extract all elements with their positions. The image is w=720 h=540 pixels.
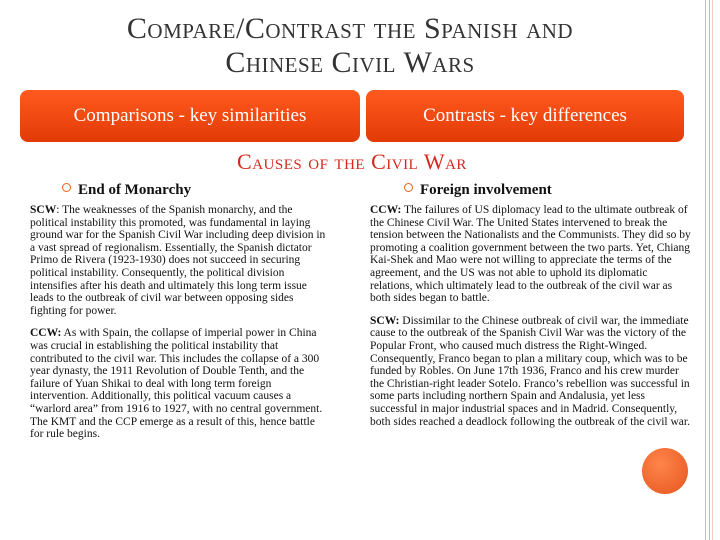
- bullet-end-of-monarchy: [62, 180, 191, 200]
- paragraph-label: SCW: [30, 204, 57, 216]
- bullet-label: Foreign involvement: [420, 182, 552, 198]
- title-line-1: Compare/Contrast the Spanish and: [126, 12, 574, 45]
- paragraph-label: SCW:: [370, 314, 400, 327]
- paragraph-ccw-foreign: [370, 204, 692, 305]
- paragraph-label: CCW:: [30, 327, 62, 340]
- bullet-foreign-involvement: [404, 180, 552, 200]
- paragraph-label: CCW:: [370, 204, 402, 216]
- paragraph-scw-monarchy: [30, 204, 330, 317]
- tab-comparisons-label: Comparisons - key similarities: [73, 105, 307, 126]
- slide-title: [30, 12, 670, 80]
- paragraph-text: : The weaknesses of the Spanish monarchy, and the political instability this promoted, was fundamental in laying ground war for the Spanish Civil War including deep division in a vast spread of regionalism. Essentially, the Spanish dictator Primo de Rivera (1923-1930) does not succeed in securing political instability. Consequently, the political division intensifies after his death and ultimately this long term issue leads to the outbreak of civil war between opposing sides fighting for power.: [30, 204, 326, 317]
- section-heading: Causes of the Civil War: [237, 149, 467, 174]
- bullet-circle-icon: [62, 183, 71, 192]
- tab-contrasts-label: Contrasts - key differences: [423, 105, 627, 126]
- paragraph-text: Dissimilar to the Chinese outbreak of civil war, the immediate cause to the outbreak of the Spanish Civil War was the victory of the Popular Front, who caused much distress the Right-Winged. Consequently, Franco began to plan a military coup, which was to be funded by Robles. On June 17th 1936, Franco and his crew murder the Christian-right leader Sotelo. Franco’s rebellion was successful in some parts including northern Spain and Andalusia, yet less successful in major industrial spaces and in Madrid. Consequently, both sides reached a deadlock following the outbreak of the civil war.: [370, 314, 690, 428]
- paragraph-text: As with Spain, the collapse of imperial power in China was crucial in establishing the political instability that contributed to the civil war. This includes the collapse of a 300 year dynasty, the 1911 Revolution of Double Tenth, and the failure of Yuan Shikai to deal with long term foreign intervention. Additionally, this political vacuum causes a “warlord area” from 1916 to 1927, with no central government. The KMT and the CCP emerge as a result of this, hence battle for rule begins.: [30, 327, 323, 441]
- bullet-circle-icon: [404, 183, 413, 192]
- title-line-2: Chinese Civil Wars: [225, 46, 475, 79]
- tab-comparisons[interactable]: [20, 90, 360, 142]
- right-column: [370, 204, 692, 438]
- bullet-label: End of Monarchy: [78, 182, 192, 198]
- paragraph-scw-foreign: [370, 315, 692, 428]
- tab-contrasts[interactable]: [366, 90, 684, 142]
- decorative-right-border: [705, 0, 720, 540]
- decorative-orange-circle: [642, 448, 688, 494]
- paragraph-text: The failures of US diplomacy lead to the ultimate outbreak of the Chinese Civil War. The United States intervened to break the tension between the Nationalists and the Communists. They did so by promoting a coalition government between the two parts. Yet, Chiang Kai-Shek and Mao were not willing to appreciate the terms of the agreement, and the US was not able to uphold its diplomatic relations, which ultimately lead to the outbreak of the civil war as both sides began to battle.: [370, 204, 691, 305]
- left-column: [30, 204, 330, 451]
- paragraph-ccw-monarchy: [30, 327, 330, 440]
